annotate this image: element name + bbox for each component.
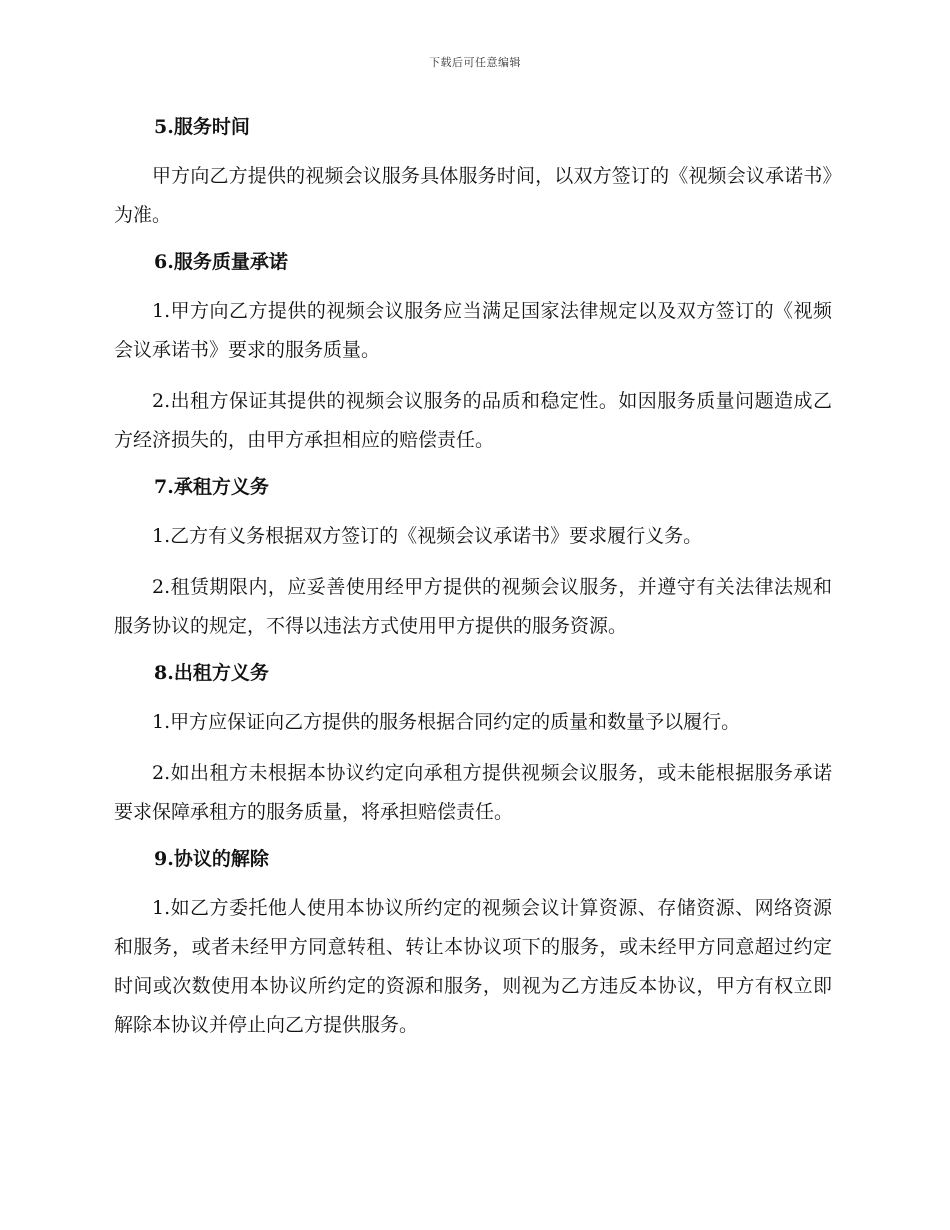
section-lessor-obligations — [114, 658, 832, 832]
section-service-quality — [114, 247, 832, 460]
paragraph: 1.乙方有义务根据双方签订的《视频会议承诺书》要求履行义务。 — [152, 525, 703, 547]
page-header: 下载后可任意编辑 — [429, 56, 521, 69]
section-termination — [114, 844, 832, 1045]
paragraph: 2.租赁期限内，应妥善使用经甲方提供的视频会议服务，并遵守有关法律法规和服务协议的规定，不得以违法方式使用甲方提供的服务资源。 — [114, 576, 832, 637]
section-lessee-obligations — [114, 472, 832, 646]
paragraph: 2.如出租方未根据本协议约定向承租方提供视频会议服务，或未能根据服务承诺要求保障承租方的服务质量，将承担赔偿责任。 — [114, 762, 832, 823]
paragraph: 甲方向乙方提供的视频会议服务具体服务时间，以双方签订的《视频会议承诺书》为准。 — [114, 165, 832, 226]
paragraph: 1.如乙方委托他人使用本协议所约定的视频会议计算资源、存储资源、网络资源和服务，或者未经甲方同意转租、转让本协议项下的服务，或未经甲方同意超过约定时间或次数使用本协议所约定的资源和服务，则视为乙方违反本协议，甲方有权立即解除本协议并停止向乙方提供服务。 — [114, 897, 832, 1036]
paragraph: 1.甲方应保证向乙方提供的服务根据合同约定的质量和数量予以履行。 — [152, 711, 741, 733]
section-service-time — [114, 112, 832, 235]
section-heading: 6.服务质量承诺 — [154, 251, 288, 273]
section-heading: 7.承租方义务 — [154, 476, 269, 498]
section-heading: 8.出租方义务 — [154, 662, 269, 684]
paragraph: 2.出租方保证其提供的视频会议服务的品质和稳定性。如因服务质量问题造成乙方经济损失的，由甲方承担相应的赔偿责任。 — [114, 390, 832, 451]
paragraph: 1.甲方向乙方提供的视频会议服务应当满足国家法律规定以及双方签订的《视频会议承诺书》要求的服务质量。 — [114, 300, 832, 361]
section-heading: 9.协议的解除 — [154, 848, 269, 870]
document-body — [114, 112, 832, 1057]
section-heading: 5.服务时间 — [154, 116, 250, 138]
